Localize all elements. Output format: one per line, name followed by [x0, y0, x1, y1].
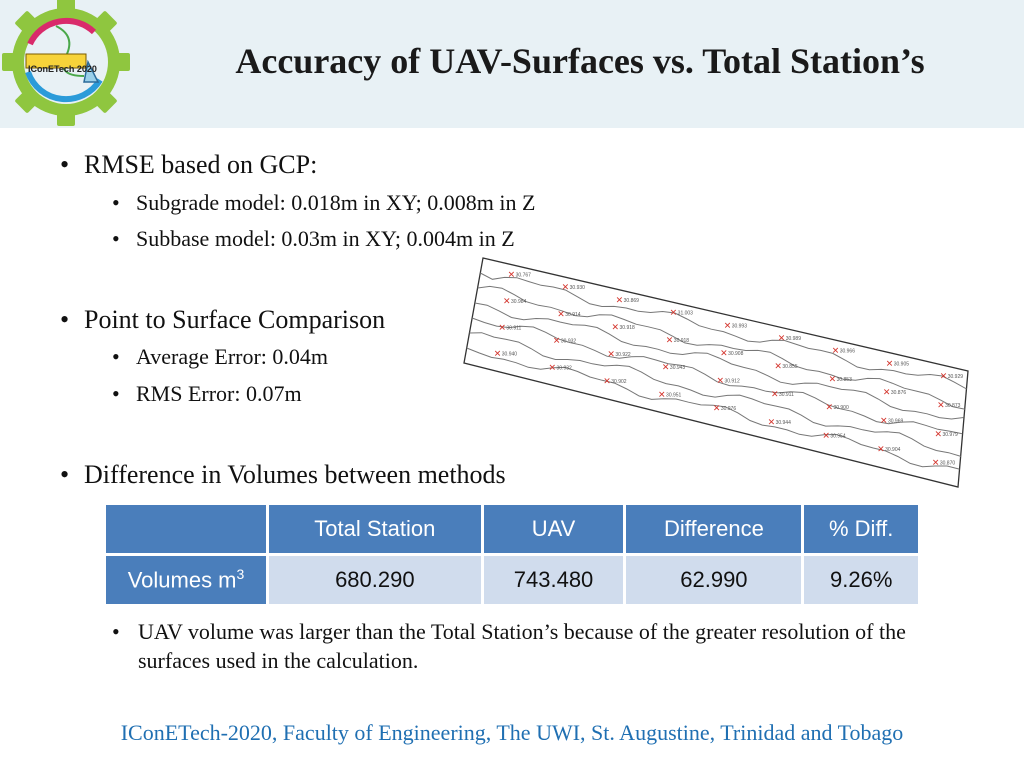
survey-point — [670, 308, 694, 318]
bullet-point-surface: • Point to Surface Comparison — [60, 305, 386, 334]
survey-point — [768, 417, 792, 427]
svg-text:✕: ✕ — [552, 335, 561, 346]
svg-text:30.989: 30.989 — [785, 336, 801, 343]
survey-point — [724, 320, 748, 330]
svg-text:30.908: 30.908 — [728, 350, 744, 357]
svg-text:✕: ✕ — [882, 386, 891, 397]
svg-text:✕: ✕ — [885, 358, 894, 369]
bullet-volumes-label: Difference in Volumes between methods — [84, 460, 506, 489]
svg-text:30.918: 30.918 — [619, 324, 635, 331]
svg-text:30.976: 30.976 — [720, 406, 737, 413]
survey-point — [825, 402, 849, 412]
svg-text:✕: ✕ — [723, 320, 732, 331]
svg-text:30.904: 30.904 — [885, 447, 901, 454]
svg-text:✕: ✕ — [716, 375, 724, 386]
rms-error-text: RMS Error: 0.07m — [136, 381, 302, 406]
svg-text:30.911: 30.911 — [506, 325, 522, 332]
svg-text:30.902: 30.902 — [611, 378, 627, 385]
svg-text:30.922: 30.922 — [615, 351, 631, 358]
survey-point — [932, 458, 956, 468]
table-cell: 62.990 — [625, 555, 803, 606]
svg-text:30.930: 30.930 — [569, 285, 585, 292]
svg-text:30.943: 30.943 — [669, 365, 686, 372]
svg-text:✕: ✕ — [831, 345, 840, 356]
table-header-cell: Total Station — [268, 504, 483, 555]
svg-text:31.003: 31.003 — [677, 310, 693, 317]
table-cell: 9.26% — [803, 555, 920, 606]
svg-text:✕: ✕ — [774, 360, 782, 371]
survey-point — [503, 296, 527, 306]
svg-text:IConETech 2020: IConETech 2020 — [28, 64, 97, 74]
svg-text:30.929: 30.929 — [947, 374, 964, 381]
survey-point — [937, 400, 961, 410]
svg-text:✕: ✕ — [939, 371, 948, 382]
row-label-cell: Volumes $m^3$ — [105, 555, 268, 606]
svg-text:✕: ✕ — [822, 430, 830, 441]
svg-text:30.900: 30.900 — [833, 405, 849, 412]
svg-text:✕: ✕ — [720, 347, 728, 358]
svg-text:✕: ✕ — [825, 402, 834, 413]
table-header-cell: UAV — [482, 504, 625, 555]
survey-point — [666, 335, 690, 345]
survey-point — [603, 376, 627, 386]
svg-text:30.918: 30.918 — [673, 337, 690, 344]
svg-text:30.951: 30.951 — [666, 392, 682, 399]
svg-text:30.979: 30.979 — [942, 431, 958, 438]
slide-title: Accuracy of UAV-Surfaces vs. Total Station’s — [235, 41, 925, 81]
bullet-rmse — [60, 150, 317, 180]
svg-text:✕: ✕ — [931, 457, 940, 468]
bullet-point-surface-label: Point to Surface Comparison — [84, 305, 386, 334]
svg-text:30.855: 30.855 — [782, 363, 798, 370]
svg-text:30.969: 30.969 — [887, 418, 904, 425]
subgrade-text: Subgrade model: 0.018m in XY; 0.008m in Z — [136, 190, 536, 215]
bullet-rmse-label: RMSE based on GCP: — [84, 150, 318, 179]
svg-text:✕: ✕ — [937, 399, 945, 410]
slide-footer: IConETech-2020, Faculty of Engineering, The UWI, St. Augustine, Trinidad and Tobago — [120, 720, 904, 745]
svg-text:✕: ✕ — [879, 415, 888, 426]
slide-header — [0, 0, 1024, 128]
survey-point — [607, 349, 631, 359]
svg-text:30.966: 30.966 — [839, 348, 856, 355]
sub-bullet-rms-error: • RMS Error: 0.07m — [112, 381, 302, 406]
iconetech-logo — [0, 0, 135, 128]
survey-point — [549, 362, 573, 372]
survey-point — [832, 346, 856, 356]
survey-point — [612, 322, 636, 332]
note-bullet: • UAV volume was larger than the Total Station’s because of the greater resolution of the surfaces used in the calculation. — [112, 617, 972, 675]
table-header-cell: Difference — [625, 504, 803, 555]
svg-text:30.876: 30.876 — [890, 389, 907, 396]
table-cell: 680.290 — [268, 555, 483, 606]
svg-text:✕: ✕ — [498, 322, 506, 333]
sub-bullet-average-error: • Average Error: 0.04m — [112, 344, 329, 369]
table-header-row — [105, 504, 920, 555]
survey-point — [553, 336, 577, 346]
svg-text:30.954: 30.954 — [830, 433, 846, 440]
svg-text:30.873: 30.873 — [945, 402, 961, 409]
table-cell: 743.480 — [482, 555, 625, 606]
svg-text:✕: ✕ — [561, 282, 570, 293]
svg-text:30.932: 30.932 — [556, 365, 572, 372]
survey-point — [508, 269, 532, 279]
svg-text:✕: ✕ — [712, 403, 721, 414]
svg-text:✕: ✕ — [661, 362, 670, 373]
volume-table — [103, 502, 921, 607]
survey-point — [829, 374, 853, 384]
svg-text:✕: ✕ — [493, 348, 502, 359]
svg-text:✕: ✕ — [877, 444, 885, 455]
svg-text:30.767: 30.767 — [515, 272, 531, 279]
svg-text:30.944: 30.944 — [775, 419, 791, 426]
survey-point — [494, 349, 518, 359]
survey-point — [886, 358, 910, 368]
svg-text:✕: ✕ — [548, 362, 557, 373]
survey-point — [662, 362, 686, 372]
svg-text:✕: ✕ — [767, 416, 776, 427]
svg-text:30.853: 30.853 — [836, 376, 852, 383]
survey-point — [778, 333, 802, 343]
svg-text:✕: ✕ — [557, 308, 565, 319]
survey-point — [557, 309, 581, 319]
survey-point — [716, 376, 740, 386]
sub-bullet-subgrade: • Subgrade model: 0.018m in XY; 0.008m in Z — [112, 190, 536, 215]
svg-text:30.984: 30.984 — [511, 298, 527, 305]
survey-point — [940, 371, 964, 381]
svg-text:30.905: 30.905 — [893, 361, 910, 368]
svg-text:✕: ✕ — [607, 348, 615, 359]
svg-text:✕: ✕ — [669, 307, 678, 318]
svg-text:30.911: 30.911 — [778, 391, 794, 398]
svg-text:✕: ✕ — [658, 389, 666, 400]
survey-point — [658, 390, 682, 400]
survey-point — [713, 403, 737, 413]
table-header-cell — [105, 504, 268, 555]
svg-text:✕: ✕ — [615, 294, 624, 305]
bullet-volumes: • Difference in Volumes between methods — [60, 460, 506, 489]
svg-text:✕: ✕ — [828, 373, 837, 384]
survey-point — [877, 444, 901, 454]
svg-text:✕: ✕ — [934, 428, 943, 439]
survey-surface-drawing — [458, 255, 976, 495]
bullet-dot: • — [60, 150, 70, 179]
subbase-text: Subbase model: 0.03m in XY; 0.004m in Z — [136, 226, 515, 251]
svg-text:30.914: 30.914 — [565, 311, 581, 318]
svg-text:✕: ✕ — [611, 321, 620, 332]
survey-point — [771, 389, 794, 399]
svg-text:30.932: 30.932 — [560, 338, 577, 345]
svg-text:30.912: 30.912 — [724, 378, 740, 385]
svg-text:✕: ✕ — [665, 334, 674, 345]
survey-point — [883, 387, 907, 397]
table-row — [105, 555, 920, 606]
svg-text:30.993: 30.993 — [731, 323, 747, 330]
table-header-cell: % Diff. — [803, 504, 920, 555]
svg-text:✕: ✕ — [770, 388, 779, 399]
survey-point — [822, 430, 846, 440]
svg-text:30.870: 30.870 — [939, 460, 956, 467]
sub-bullet-subbase: • Subbase model: 0.03m in XY; 0.004m in Z — [112, 226, 515, 251]
survey-point — [616, 295, 640, 305]
survey-point — [774, 361, 798, 371]
svg-text:30.940: 30.940 — [501, 351, 518, 358]
svg-text:✕: ✕ — [603, 375, 611, 386]
svg-text:30.869: 30.869 — [623, 297, 639, 304]
survey-point — [880, 416, 904, 426]
svg-text:✕: ✕ — [507, 269, 516, 280]
average-error-text: Average Error: 0.04m — [136, 344, 329, 369]
svg-text:✕: ✕ — [777, 333, 786, 344]
survey-point — [498, 322, 521, 332]
svg-text:✕: ✕ — [503, 295, 511, 306]
note-text: UAV volume was larger than the Total Station’s because of the greater resolution of the surfaces used in the calculation. — [138, 619, 906, 673]
survey-point — [562, 282, 586, 292]
